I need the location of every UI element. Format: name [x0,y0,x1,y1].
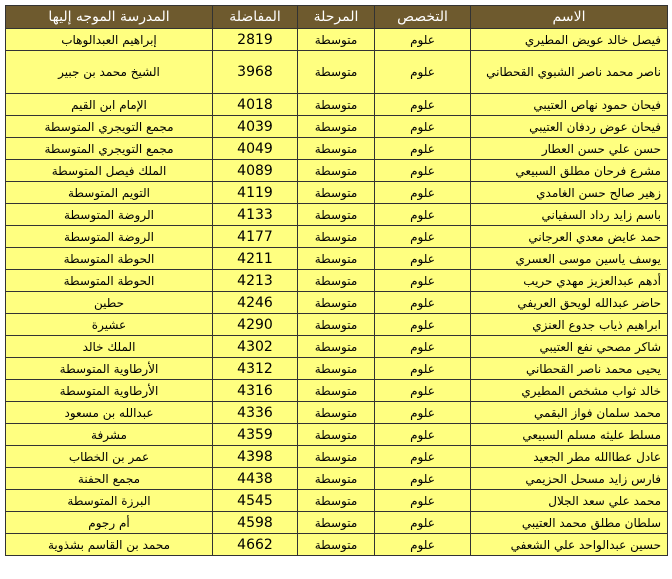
table-row [6,534,668,556]
cell-school: الملك فيصل المتوسطة [6,160,213,182]
cell-school: الحوطة المتوسطة [6,248,213,270]
cell-stage: متوسطة [298,446,375,468]
cell-stage: متوسطة [298,402,375,424]
cell-specialty: علوم [375,182,471,204]
cell-specialty: علوم [375,270,471,292]
cell-name: حاضر عبدالله لويحق العريفي [471,292,668,314]
cell-school: الأرطاوية المتوسطة [6,358,213,380]
cell-name: شاكر مصحي نفع العتيبي [471,336,668,358]
cell-name: زهير صالح حسن الغامدي [471,182,668,204]
cell-stage: متوسطة [298,138,375,160]
header-stage: المرحلة [298,6,375,29]
cell-name: يحيى محمد ناصر القحطاني [471,358,668,380]
cell-specialty: علوم [375,160,471,182]
cell-score: 4211 [213,248,298,270]
cell-score: 4089 [213,160,298,182]
cell-stage: متوسطة [298,358,375,380]
cell-school: إبراهيم العبدالوهاب [6,29,213,51]
cell-school: عمر بن الخطاب [6,446,213,468]
cell-stage: متوسطة [298,29,375,51]
cell-specialty: علوم [375,204,471,226]
cell-specialty: علوم [375,490,471,512]
cell-score: 4049 [213,138,298,160]
table-row [6,314,668,336]
table-row [6,182,668,204]
cell-specialty: علوم [375,314,471,336]
cell-specialty: علوم [375,29,471,51]
cell-score: 4290 [213,314,298,336]
table-row [6,51,668,94]
cell-school: مجمع الحفنة [6,468,213,490]
cell-specialty: علوم [375,512,471,534]
cell-stage: متوسطة [298,226,375,248]
table-row [6,248,668,270]
cell-score: 4359 [213,424,298,446]
cell-name: فيصل خالد عويض المطيري [471,29,668,51]
cell-school: الملك خالد [6,336,213,358]
cell-school: الروضة المتوسطة [6,226,213,248]
table-row [6,468,668,490]
cell-stage: متوسطة [298,314,375,336]
cell-school: البرزة المتوسطة [6,490,213,512]
cell-school: مجمع التويجري المتوسطة [6,138,213,160]
cell-stage: متوسطة [298,490,375,512]
table-row [6,446,668,468]
cell-score: 4213 [213,270,298,292]
header-school: المدرسة الموجه إليها [6,6,213,29]
cell-stage: متوسطة [298,336,375,358]
cell-school: عبدالله بن مسعود [6,402,213,424]
cell-specialty: علوم [375,248,471,270]
cell-score: 4438 [213,468,298,490]
table-row [6,29,668,51]
cell-stage: متوسطة [298,182,375,204]
cell-score: 4316 [213,380,298,402]
cell-score: 4545 [213,490,298,512]
table-row [6,270,668,292]
cell-score: 4662 [213,534,298,556]
cell-name: ابراهيم ذياب جدوع العنزي [471,314,668,336]
cell-stage: متوسطة [298,248,375,270]
cell-name: مشرع فرحان مطلق السبيعي [471,160,668,182]
cell-stage: متوسطة [298,292,375,314]
cell-score: 4177 [213,226,298,248]
cell-score: 4119 [213,182,298,204]
cell-name: محمد سلمان فواز البقمي [471,402,668,424]
cell-specialty: علوم [375,468,471,490]
cell-score: 4018 [213,94,298,116]
cell-score: 4133 [213,204,298,226]
table-row [6,226,668,248]
cell-name: حمد عايض معدي العرجاني [471,226,668,248]
cell-stage: متوسطة [298,94,375,116]
cell-name: أدهم عبدالعزيز مهدي حريب [471,270,668,292]
table-row [6,402,668,424]
cell-school: الإمام ابن القيم [6,94,213,116]
cell-score: 3968 [213,51,298,94]
cell-specialty: علوم [375,534,471,556]
cell-score: 4039 [213,116,298,138]
table-row [6,358,668,380]
table-row [6,160,668,182]
cell-specialty: علوم [375,446,471,468]
cell-score: 4312 [213,358,298,380]
cell-name: خالد ثواب مشخص المطيري [471,380,668,402]
cell-name: ناصر محمد ناصر الشبوي القحطاني [471,51,668,94]
cell-stage: متوسطة [298,512,375,534]
cell-score: 4336 [213,402,298,424]
cell-specialty: علوم [375,336,471,358]
cell-name: عادل عطاالله مطر الجعيد [471,446,668,468]
header-specialty: التخصص [375,6,471,29]
cell-name: فيحان حمود نهاص العتيبي [471,94,668,116]
cell-school: محمد بن القاسم بشذوية [6,534,213,556]
header-row [6,6,668,29]
table-row [6,512,668,534]
cell-specialty: علوم [375,358,471,380]
table-row [6,94,668,116]
cell-specialty: علوم [375,138,471,160]
cell-school: مشرفة [6,424,213,446]
table-row [6,116,668,138]
cell-school: عشيرة [6,314,213,336]
cell-stage: متوسطة [298,204,375,226]
header-score: المفاضلة [213,6,298,29]
cell-specialty: علوم [375,226,471,248]
cell-specialty: علوم [375,116,471,138]
cell-specialty: علوم [375,51,471,94]
cell-school: حطين [6,292,213,314]
cell-stage: متوسطة [298,160,375,182]
cell-school: الأرطاوية المتوسطة [6,380,213,402]
assignments-table [5,5,668,556]
cell-specialty: علوم [375,292,471,314]
cell-name: سلطان مطلق محمد العتيبي [471,512,668,534]
cell-score: 4398 [213,446,298,468]
table-row [6,292,668,314]
table-row [6,204,668,226]
cell-name: باسم زايد رداد السفياني [471,204,668,226]
cell-school: الشيخ محمد بن جبير [6,51,213,94]
cell-name: حسن علي حسن العطار [471,138,668,160]
cell-stage: متوسطة [298,424,375,446]
cell-stage: متوسطة [298,468,375,490]
table-row [6,380,668,402]
table-row [6,336,668,358]
cell-score: 4246 [213,292,298,314]
cell-name: مسلط عليثه مسلم السبيعي [471,424,668,446]
table-row [6,490,668,512]
cell-school: أم رجوم [6,512,213,534]
cell-school: الروضة المتوسطة [6,204,213,226]
cell-school: مجمع التويجري المتوسطة [6,116,213,138]
cell-stage: متوسطة [298,51,375,94]
cell-name: فارس زايد مسحل الحزيمي [471,468,668,490]
cell-specialty: علوم [375,94,471,116]
cell-stage: متوسطة [298,270,375,292]
cell-specialty: علوم [375,424,471,446]
table-row [6,138,668,160]
cell-school: الحوطة المتوسطة [6,270,213,292]
cell-name: حسين عبدالواحد علي الشعفي [471,534,668,556]
cell-score: 2819 [213,29,298,51]
cell-specialty: علوم [375,380,471,402]
cell-name: فيحان عوض ردفان العتيبي [471,116,668,138]
cell-stage: متوسطة [298,380,375,402]
cell-score: 4598 [213,512,298,534]
cell-name: محمد علي سعد الجلال [471,490,668,512]
cell-stage: متوسطة [298,116,375,138]
cell-stage: متوسطة [298,534,375,556]
cell-school: التويم المتوسطة [6,182,213,204]
cell-specialty: علوم [375,402,471,424]
header-name: الاسم [471,6,668,29]
cell-name: يوسف ياسين موسى العسري [471,248,668,270]
table-row [6,424,668,446]
cell-score: 4302 [213,336,298,358]
